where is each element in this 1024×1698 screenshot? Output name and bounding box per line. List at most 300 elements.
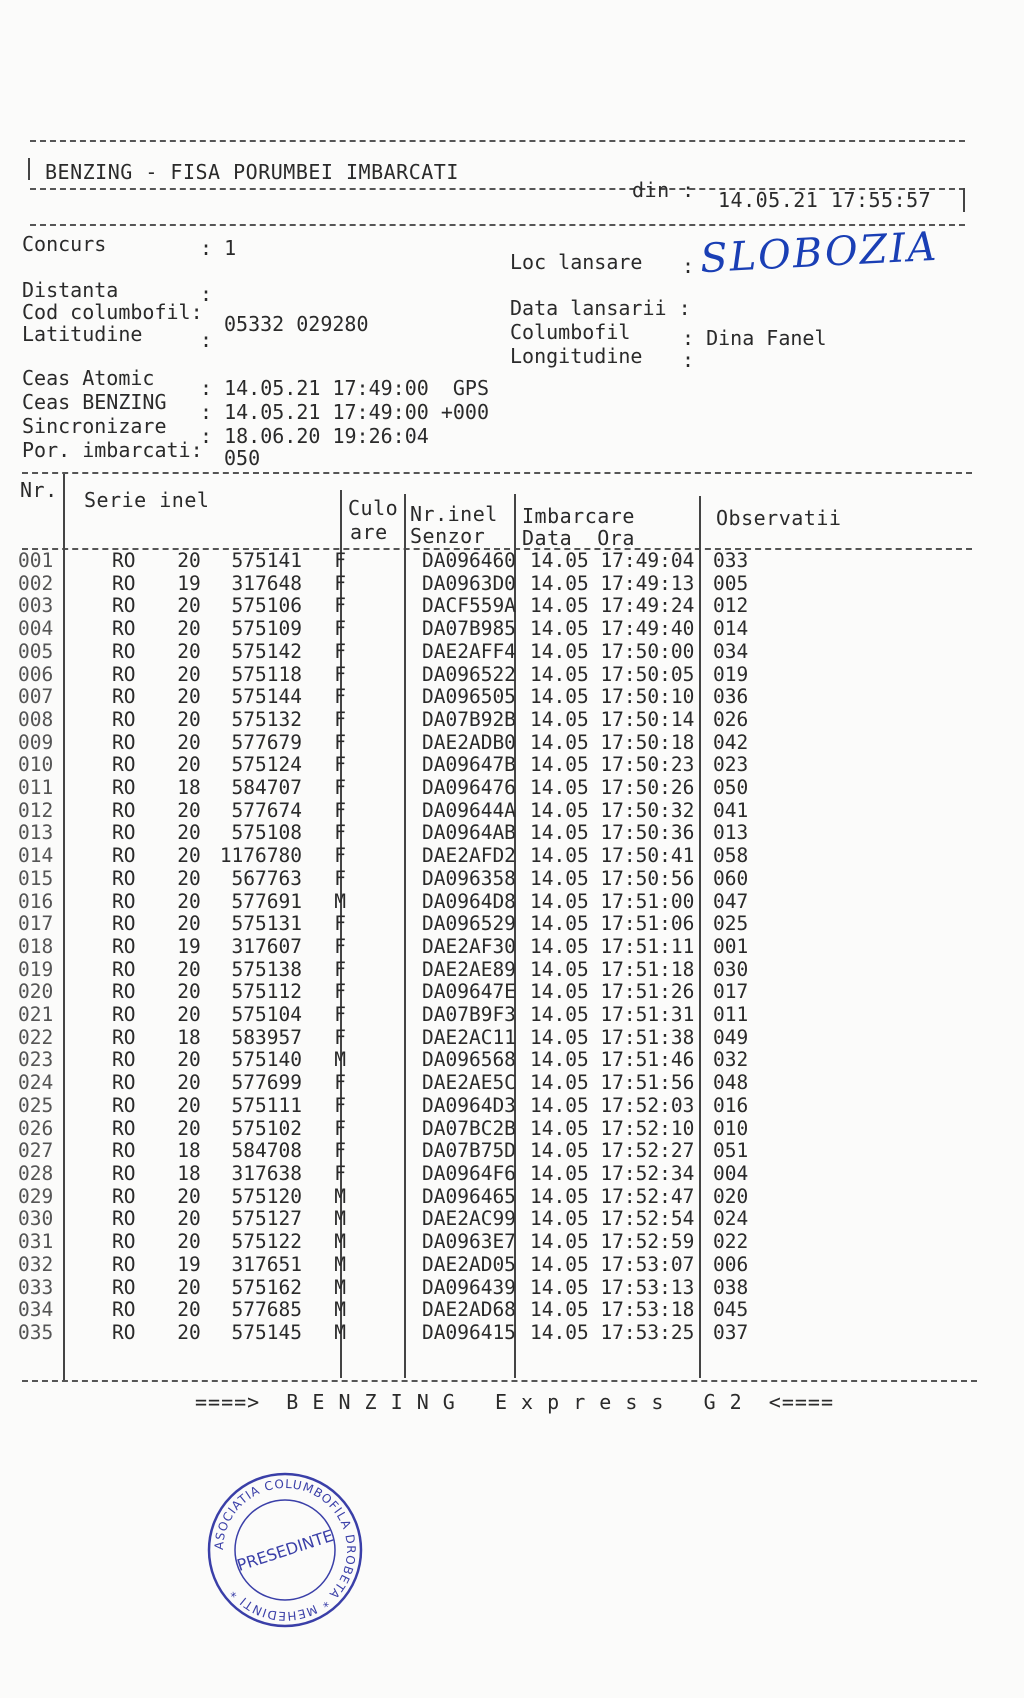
- row-culoare: [358, 1231, 414, 1254]
- row-sensor-id: DAE2ADB0: [422, 730, 516, 754]
- row-sensor-id: DA07BC2B: [422, 1116, 516, 1140]
- row-culoare: [358, 1027, 414, 1050]
- row-boarding-time: 14.05 17:52:34: [530, 1161, 695, 1185]
- row-sensor-id: DA096465: [422, 1184, 516, 1208]
- row-culoare: [358, 1277, 414, 1300]
- table-row: [18, 1095, 773, 1118]
- longitudine-label: Longitudine: [510, 344, 643, 368]
- row-boarding-time: 14.05 17:50:18: [530, 730, 695, 754]
- row-observatii: 013: [713, 821, 749, 845]
- row-country: RO: [112, 934, 136, 958]
- row-sex: M: [334, 1230, 346, 1254]
- row-observatii: 042: [713, 730, 749, 754]
- pigeon-table: [18, 550, 773, 1345]
- row-observatii: 012: [713, 594, 749, 618]
- header-right-border: [963, 188, 965, 212]
- row-sensor-id: DAE2AE5C: [422, 1071, 516, 1095]
- row-boarding-time: 14.05 17:51:18: [530, 957, 695, 981]
- row-country: RO: [112, 1230, 136, 1254]
- row-observatii: 038: [713, 1275, 749, 1299]
- row-culoare: [358, 1163, 414, 1186]
- row-country: RO: [112, 1071, 136, 1095]
- row-sex: F: [334, 798, 346, 822]
- table-row: [18, 1027, 773, 1050]
- row-observatii: 004: [713, 1161, 749, 1185]
- row-number: 003: [18, 594, 54, 618]
- row-culoare: [358, 822, 414, 845]
- col-imbarcare-header-2: Data Ora: [522, 526, 635, 550]
- row-ring-number: 317638: [231, 1161, 302, 1185]
- row-sex: F: [334, 1071, 346, 1095]
- row-observatii: 006: [713, 1252, 749, 1276]
- row-sensor-id: DA09644A: [422, 798, 516, 822]
- din-value: 14.05.21 17:55:57: [718, 188, 932, 212]
- table-row: [18, 573, 773, 596]
- row-ring-number: 577685: [231, 1298, 302, 1322]
- row-number: 008: [18, 707, 54, 731]
- row-observatii: 033: [713, 549, 749, 572]
- row-sex: F: [334, 934, 346, 958]
- row-year: 20: [177, 1116, 201, 1140]
- row-observatii: 050: [713, 776, 749, 800]
- row-observatii: 036: [713, 685, 749, 709]
- row-country: RO: [112, 753, 136, 777]
- row-year: 20: [177, 594, 201, 618]
- document-title: BENZING - FISA PORUMBEI IMBARCATI: [45, 160, 459, 184]
- row-observatii: 005: [713, 571, 749, 595]
- row-boarding-time: 14.05 17:50:00: [530, 639, 695, 663]
- row-number: 016: [18, 889, 54, 913]
- row-sensor-id: DA096505: [422, 685, 516, 709]
- row-sex: F: [334, 1161, 346, 1185]
- row-ring-number: 584708: [231, 1139, 302, 1163]
- row-boarding-time: 14.05 17:49:24: [530, 594, 695, 618]
- row-boarding-time: 14.05 17:50:41: [530, 844, 695, 868]
- row-year: 20: [177, 617, 201, 641]
- table-row: [18, 664, 773, 687]
- row-number: 019: [18, 957, 54, 981]
- row-boarding-time: 14.05 17:50:23: [530, 753, 695, 777]
- table-row: [18, 1186, 773, 1209]
- table-row: [18, 1277, 773, 1300]
- row-sensor-id: DA09647E: [422, 980, 516, 1004]
- row-sex: M: [334, 1275, 346, 1299]
- row-year: 20: [177, 707, 201, 731]
- row-observatii: 030: [713, 957, 749, 981]
- row-sex: F: [334, 707, 346, 731]
- row-sensor-id: DAE2AFF4: [422, 639, 516, 663]
- row-sensor-id: DA096568: [422, 1048, 516, 1072]
- row-country: RO: [112, 662, 136, 686]
- col-nrinel-header-1: Nr.inel: [410, 502, 498, 526]
- row-culoare: [358, 641, 414, 664]
- row-ring-number: 577699: [231, 1071, 302, 1095]
- col-imbarcare-header-1: Imbarcare: [522, 504, 635, 528]
- table-row: [18, 800, 773, 823]
- table-bottom-border: [22, 1380, 977, 1382]
- row-observatii: 034: [713, 639, 749, 663]
- row-year: 18: [177, 1161, 201, 1185]
- table-row: [18, 595, 773, 618]
- row-culoare: [358, 936, 414, 959]
- row-boarding-time: 14.05 17:50:10: [530, 685, 695, 709]
- row-ring-number: 575104: [231, 1003, 302, 1027]
- table-row: [18, 550, 773, 573]
- row-culoare: [358, 777, 414, 800]
- row-ring-number: 575144: [231, 685, 302, 709]
- row-culoare: [358, 891, 414, 914]
- row-sensor-id: DA07B92B: [422, 707, 516, 731]
- row-number: 005: [18, 639, 54, 663]
- row-year: 20: [177, 753, 201, 777]
- row-year: 20: [177, 912, 201, 936]
- row-year: 20: [177, 1071, 201, 1095]
- distanta-label: Distanta: [22, 278, 119, 302]
- row-observatii: 017: [713, 980, 749, 1004]
- row-sensor-id: DA07B9F3: [422, 1003, 516, 1027]
- row-boarding-time: 14.05 17:53:13: [530, 1275, 695, 1299]
- row-country: RO: [112, 866, 136, 890]
- row-number: 011: [18, 776, 54, 800]
- row-boarding-time: 14.05 17:52:10: [530, 1116, 695, 1140]
- row-ring-number: 575112: [231, 980, 302, 1004]
- distanta-value: :: [200, 282, 213, 306]
- row-culoare: [358, 868, 414, 891]
- row-country: RO: [112, 798, 136, 822]
- row-number: 030: [18, 1207, 54, 1231]
- row-number: 024: [18, 1071, 54, 1095]
- row-ring-number: 575106: [231, 594, 302, 618]
- sincronizare-value: : 18.06.20 19:26:04: [200, 424, 429, 448]
- row-boarding-time: 14.05 17:52:27: [530, 1139, 695, 1163]
- row-number: 021: [18, 1003, 54, 1027]
- row-ring-number: 584707: [231, 776, 302, 800]
- row-culoare: [358, 754, 414, 777]
- row-number: 023: [18, 1048, 54, 1072]
- table-row: [18, 1140, 773, 1163]
- ceas-atomic-label: Ceas Atomic: [22, 366, 155, 390]
- header-left-border: [28, 158, 30, 180]
- row-observatii: 037: [713, 1320, 749, 1344]
- row-observatii: 026: [713, 707, 749, 731]
- row-sensor-id: DA096529: [422, 912, 516, 936]
- row-boarding-time: 14.05 17:49:13: [530, 571, 695, 595]
- row-number: 010: [18, 753, 54, 777]
- row-sensor-id: DAE2AE89: [422, 957, 516, 981]
- row-boarding-time: 14.05 17:50:14: [530, 707, 695, 731]
- table-row: [18, 641, 773, 664]
- row-year: 20: [177, 798, 201, 822]
- benzing-footer: ====> B E N Z I N G E x p r e s s G 2 <====: [195, 1390, 835, 1414]
- row-sex: F: [334, 1116, 346, 1140]
- row-sex: F: [334, 776, 346, 800]
- loc-lansare-sep: :: [682, 254, 695, 278]
- row-ring-number: 575145: [231, 1320, 302, 1344]
- row-culoare: [358, 1186, 414, 1209]
- row-country: RO: [112, 730, 136, 754]
- row-observatii: 014: [713, 617, 749, 641]
- row-number: 020: [18, 980, 54, 1004]
- row-boarding-time: 14.05 17:53:18: [530, 1298, 695, 1322]
- row-sensor-id: DA09647B: [422, 753, 516, 777]
- row-number: 007: [18, 685, 54, 709]
- cod-columbofil-value: 05332 029280: [224, 312, 369, 336]
- row-number: 015: [18, 866, 54, 890]
- table-row: [18, 822, 773, 845]
- row-observatii: 024: [713, 1207, 749, 1231]
- por-imbarcati-value: 050: [224, 446, 261, 470]
- row-culoare: [358, 1140, 414, 1163]
- row-country: RO: [112, 889, 136, 913]
- row-culoare: [358, 845, 414, 868]
- table-row: [18, 1299, 773, 1322]
- row-culoare: [358, 1118, 414, 1141]
- table-row: [18, 1072, 773, 1095]
- row-number: 014: [18, 844, 54, 868]
- row-country: RO: [112, 1184, 136, 1208]
- row-sensor-id: DA096439: [422, 1275, 516, 1299]
- row-sex: M: [334, 1320, 346, 1344]
- row-number: 026: [18, 1116, 54, 1140]
- table-row: [18, 1049, 773, 1072]
- table-row: [18, 868, 773, 891]
- table-row: [18, 754, 773, 777]
- concurs-value: : 1: [200, 236, 237, 260]
- row-culoare: [358, 981, 414, 1004]
- data-lansarii-label: Data lansarii :: [510, 296, 691, 320]
- row-sex: F: [334, 639, 346, 663]
- table-row: [18, 709, 773, 732]
- table-row: [18, 1004, 773, 1027]
- row-sex: F: [334, 1139, 346, 1163]
- row-boarding-time: 14.05 17:50:32: [530, 798, 695, 822]
- row-country: RO: [112, 639, 136, 663]
- row-year: 20: [177, 866, 201, 890]
- row-ring-number: 575127: [231, 1207, 302, 1231]
- row-year: 19: [177, 934, 201, 958]
- latitudine-label: Latitudine: [22, 322, 143, 346]
- row-year: 20: [177, 662, 201, 686]
- row-sensor-id: DA096358: [422, 866, 516, 890]
- row-country: RO: [112, 1320, 136, 1344]
- row-culoare: [358, 1004, 414, 1027]
- row-boarding-time: 14.05 17:53:25: [530, 1320, 695, 1344]
- table-row: [18, 959, 773, 982]
- row-year: 18: [177, 1025, 201, 1049]
- cod-columbofil-label: Cod columbofil:: [22, 300, 203, 324]
- row-year: 20: [177, 1207, 201, 1231]
- col-nr-header: Nr.: [20, 478, 58, 502]
- row-boarding-time: 14.05 17:51:26: [530, 980, 695, 1004]
- row-observatii: 025: [713, 912, 749, 936]
- table-row: [18, 913, 773, 936]
- table-row: [18, 1254, 773, 1277]
- header-bottom-border: [30, 224, 965, 226]
- table-row: [18, 777, 773, 800]
- row-observatii: 041: [713, 798, 749, 822]
- row-ring-number: 583957: [231, 1025, 302, 1049]
- row-boarding-time: 14.05 17:51:00: [530, 889, 695, 913]
- din-label: din :: [632, 178, 695, 202]
- row-ring-number: 317607: [231, 934, 302, 958]
- row-country: RO: [112, 594, 136, 618]
- columbofil-label: Columbofil: [510, 320, 631, 344]
- row-year: 20: [177, 1230, 201, 1254]
- row-year: 19: [177, 1252, 201, 1276]
- row-sex: M: [334, 1252, 346, 1276]
- row-country: RO: [112, 1298, 136, 1322]
- row-sensor-id: DA096522: [422, 662, 516, 686]
- row-country: RO: [112, 844, 136, 868]
- row-ring-number: 317651: [231, 1252, 302, 1276]
- row-number: 032: [18, 1252, 54, 1276]
- row-culoare: [358, 1299, 414, 1322]
- row-ring-number: 575131: [231, 912, 302, 936]
- row-sex: F: [334, 821, 346, 845]
- row-year: 20: [177, 685, 201, 709]
- col-culoare-header-2: are: [350, 520, 388, 544]
- ceas-benzing-value: : 14.05.21 17:49:00 +000: [200, 400, 489, 424]
- row-boarding-time: 14.05 17:50:36: [530, 821, 695, 845]
- row-year: 20: [177, 980, 201, 1004]
- row-sensor-id: DA0964D3: [422, 1093, 516, 1117]
- row-year: 18: [177, 776, 201, 800]
- row-year: 20: [177, 1275, 201, 1299]
- row-sex: F: [334, 617, 346, 641]
- row-sex: F: [334, 571, 346, 595]
- row-observatii: 011: [713, 1003, 749, 1027]
- row-boarding-time: 14.05 17:52:03: [530, 1093, 695, 1117]
- row-sex: F: [334, 957, 346, 981]
- row-year: 20: [177, 1093, 201, 1117]
- row-year: 20: [177, 730, 201, 754]
- col-nrinel-header-2: Senzor: [410, 524, 486, 548]
- row-year: 20: [177, 821, 201, 845]
- table-row: [18, 981, 773, 1004]
- row-sensor-id: DA0963D0: [422, 571, 516, 595]
- row-culoare: [358, 550, 414, 573]
- row-country: RO: [112, 707, 136, 731]
- table-row: [18, 686, 773, 709]
- row-ring-number: 577674: [231, 798, 302, 822]
- row-sensor-id: DAE2AD05: [422, 1252, 516, 1276]
- row-culoare: [358, 913, 414, 936]
- row-sex: F: [334, 1025, 346, 1049]
- row-ring-number: 575122: [231, 1230, 302, 1254]
- row-boarding-time: 14.05 17:51:11: [530, 934, 695, 958]
- row-country: RO: [112, 1048, 136, 1072]
- row-boarding-time: 14.05 17:50:56: [530, 866, 695, 890]
- row-number: 029: [18, 1184, 54, 1208]
- row-number: 022: [18, 1025, 54, 1049]
- row-country: RO: [112, 1275, 136, 1299]
- row-boarding-time: 14.05 17:50:26: [530, 776, 695, 800]
- row-sensor-id: DA0964AB: [422, 821, 516, 845]
- row-culoare: [358, 618, 414, 641]
- por-imbarcati-label: Por. imbarcati:: [22, 438, 203, 462]
- row-boarding-time: 14.05 17:53:07: [530, 1252, 695, 1276]
- row-number: 018: [18, 934, 54, 958]
- association-stamp: [205, 1470, 365, 1630]
- row-ring-number: 575108: [231, 821, 302, 845]
- row-ring-number: 575140: [231, 1048, 302, 1072]
- pigeon-table-body: [18, 550, 773, 1345]
- table-row: [18, 845, 773, 868]
- row-sensor-id: DA0964D8: [422, 889, 516, 913]
- row-country: RO: [112, 1252, 136, 1276]
- row-country: RO: [112, 685, 136, 709]
- row-year: 20: [177, 1003, 201, 1027]
- row-boarding-time: 14.05 17:52:59: [530, 1230, 695, 1254]
- row-ring-number: 575111: [231, 1093, 302, 1117]
- row-boarding-time: 14.05 17:51:46: [530, 1048, 695, 1072]
- row-observatii: 048: [713, 1071, 749, 1095]
- row-year: 18: [177, 1139, 201, 1163]
- table-row: [18, 891, 773, 914]
- table-row: [18, 732, 773, 755]
- row-year: 20: [177, 957, 201, 981]
- row-sex: F: [334, 594, 346, 618]
- row-culoare: [358, 1072, 414, 1095]
- row-observatii: 045: [713, 1298, 749, 1322]
- row-number: 009: [18, 730, 54, 754]
- row-boarding-time: 14.05 17:51:31: [530, 1003, 695, 1027]
- table-row: [18, 1322, 773, 1345]
- ceas-atomic-value: : 14.05.21 17:49:00 GPS: [200, 376, 489, 400]
- table-row: [18, 1231, 773, 1254]
- row-year: 20: [177, 1048, 201, 1072]
- row-ring-number: 575141: [231, 549, 302, 572]
- col-serie-header: Serie inel: [84, 488, 210, 512]
- row-country: RO: [112, 549, 136, 572]
- row-year: 20: [177, 639, 201, 663]
- row-country: RO: [112, 571, 136, 595]
- loc-lansare-handwritten-value: SLOBOZIA: [698, 223, 940, 283]
- row-ring-number: 575118: [231, 662, 302, 686]
- row-culoare: [358, 595, 414, 618]
- loc-lansare-label: Loc lansare: [510, 250, 643, 274]
- row-sex: F: [334, 662, 346, 686]
- row-number: 034: [18, 1298, 54, 1322]
- row-boarding-time: 14.05 17:52:47: [530, 1184, 695, 1208]
- row-country: RO: [112, 1003, 136, 1027]
- ceas-benzing-label: Ceas BENZING: [22, 390, 167, 414]
- row-year: 20: [177, 889, 201, 913]
- stamp-ring-text: ASOCIATIA COLUMBOFILA DROBETA * MEHEDINTI *: [211, 1476, 359, 1624]
- row-boarding-time: 14.05 17:52:54: [530, 1207, 695, 1231]
- row-number: 001: [18, 549, 54, 572]
- row-sex: F: [334, 1093, 346, 1117]
- table-row: [18, 936, 773, 959]
- row-country: RO: [112, 617, 136, 641]
- row-ring-number: 575138: [231, 957, 302, 981]
- row-ring-number: 575124: [231, 753, 302, 777]
- row-sex: M: [334, 1207, 346, 1231]
- row-sensor-id: DA096476: [422, 776, 516, 800]
- row-ring-number: 575162: [231, 1275, 302, 1299]
- row-sex: F: [334, 549, 346, 572]
- row-observatii: 051: [713, 1139, 749, 1163]
- row-observatii: 001: [713, 934, 749, 958]
- row-observatii: 049: [713, 1025, 749, 1049]
- row-sex: M: [334, 1048, 346, 1072]
- row-year: 20: [177, 1320, 201, 1344]
- row-number: 017: [18, 912, 54, 936]
- row-observatii: 020: [713, 1184, 749, 1208]
- row-year: 20: [177, 1298, 201, 1322]
- table-top-border: [22, 472, 972, 474]
- row-country: RO: [112, 1139, 136, 1163]
